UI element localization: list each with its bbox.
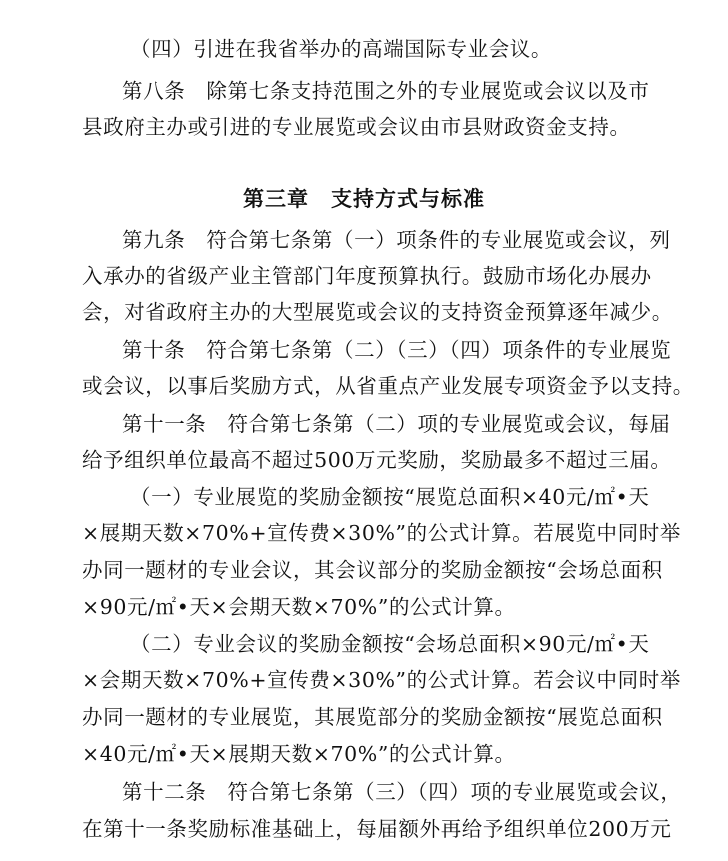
paragraph-line: 县政府主办或引进的专业展览或会议由市县财政资金支持。 <box>82 115 631 139</box>
paragraph-line: （四）引进在我省举办的高端国际专业会议。 <box>130 37 552 61</box>
paragraph-line: 第八条 除第七条支持范围之外的专业展览或会议以及市 <box>122 79 650 103</box>
chapter-heading: 第三章 支持方式与标准 <box>243 187 485 211</box>
paragraph-line: 第九条 符合第七条第（一）项条件的专业展览或会议，列 <box>122 228 671 252</box>
paragraph-line: 第十二条 符合第七条第（三）（四）项的专业展览或会议， <box>122 780 682 804</box>
paragraph-line: ×90元/㎡•天×会期天数×70%”的公式计算。 <box>82 595 516 619</box>
paragraph-line: 第十一条 符合第七条第（二）项的专业展览或会议，每届 <box>122 412 671 436</box>
paragraph-line: 办同一题材的专业会议，其会议部分的奖励金额按“会场总面积 <box>82 558 663 582</box>
paragraph-line: 第十条 符合第七条第（二）（三）（四）项条件的专业展览 <box>122 338 672 362</box>
paragraph-line: 办同一题材的专业展览，其展览部分的奖励金额按“展览总面积 <box>82 705 663 729</box>
paragraph-line: （一）专业展览的奖励金额按“展览总面积×40元/㎡•天 <box>130 485 650 509</box>
paragraph-line: ×会期天数×70%+宣传费×30%”的公式计算。若会议中同时举 <box>82 668 681 692</box>
paragraph-line: 给予组织单位最高不超过500万元奖励，奖励最多不超过三届。 <box>82 448 672 472</box>
paragraph-line: 入承办的省级产业主管部门年度预算执行。鼓励市场化办展办 <box>82 264 652 288</box>
paragraph-line: 会，对省政府主办的大型展览或会议的支持资金预算逐年减少。 <box>82 300 673 324</box>
paragraph-line: 或会议，以事后奖励方式，从省重点产业发展专项资金予以支持。 <box>82 374 694 398</box>
paragraph-line: ×展期天数×70%+宣传费×30%”的公式计算。若展览中同时举 <box>82 521 681 545</box>
paragraph-line: ×40元/㎡•天×展期天数×70%”的公式计算。 <box>82 742 516 766</box>
paragraph-line: （二）专业会议的奖励金额按“会场总面积×90元/㎡•天 <box>130 632 650 656</box>
paragraph-line: 在第十一条奖励标准基础上，每届额外再给予组织单位200万元 <box>82 817 672 841</box>
